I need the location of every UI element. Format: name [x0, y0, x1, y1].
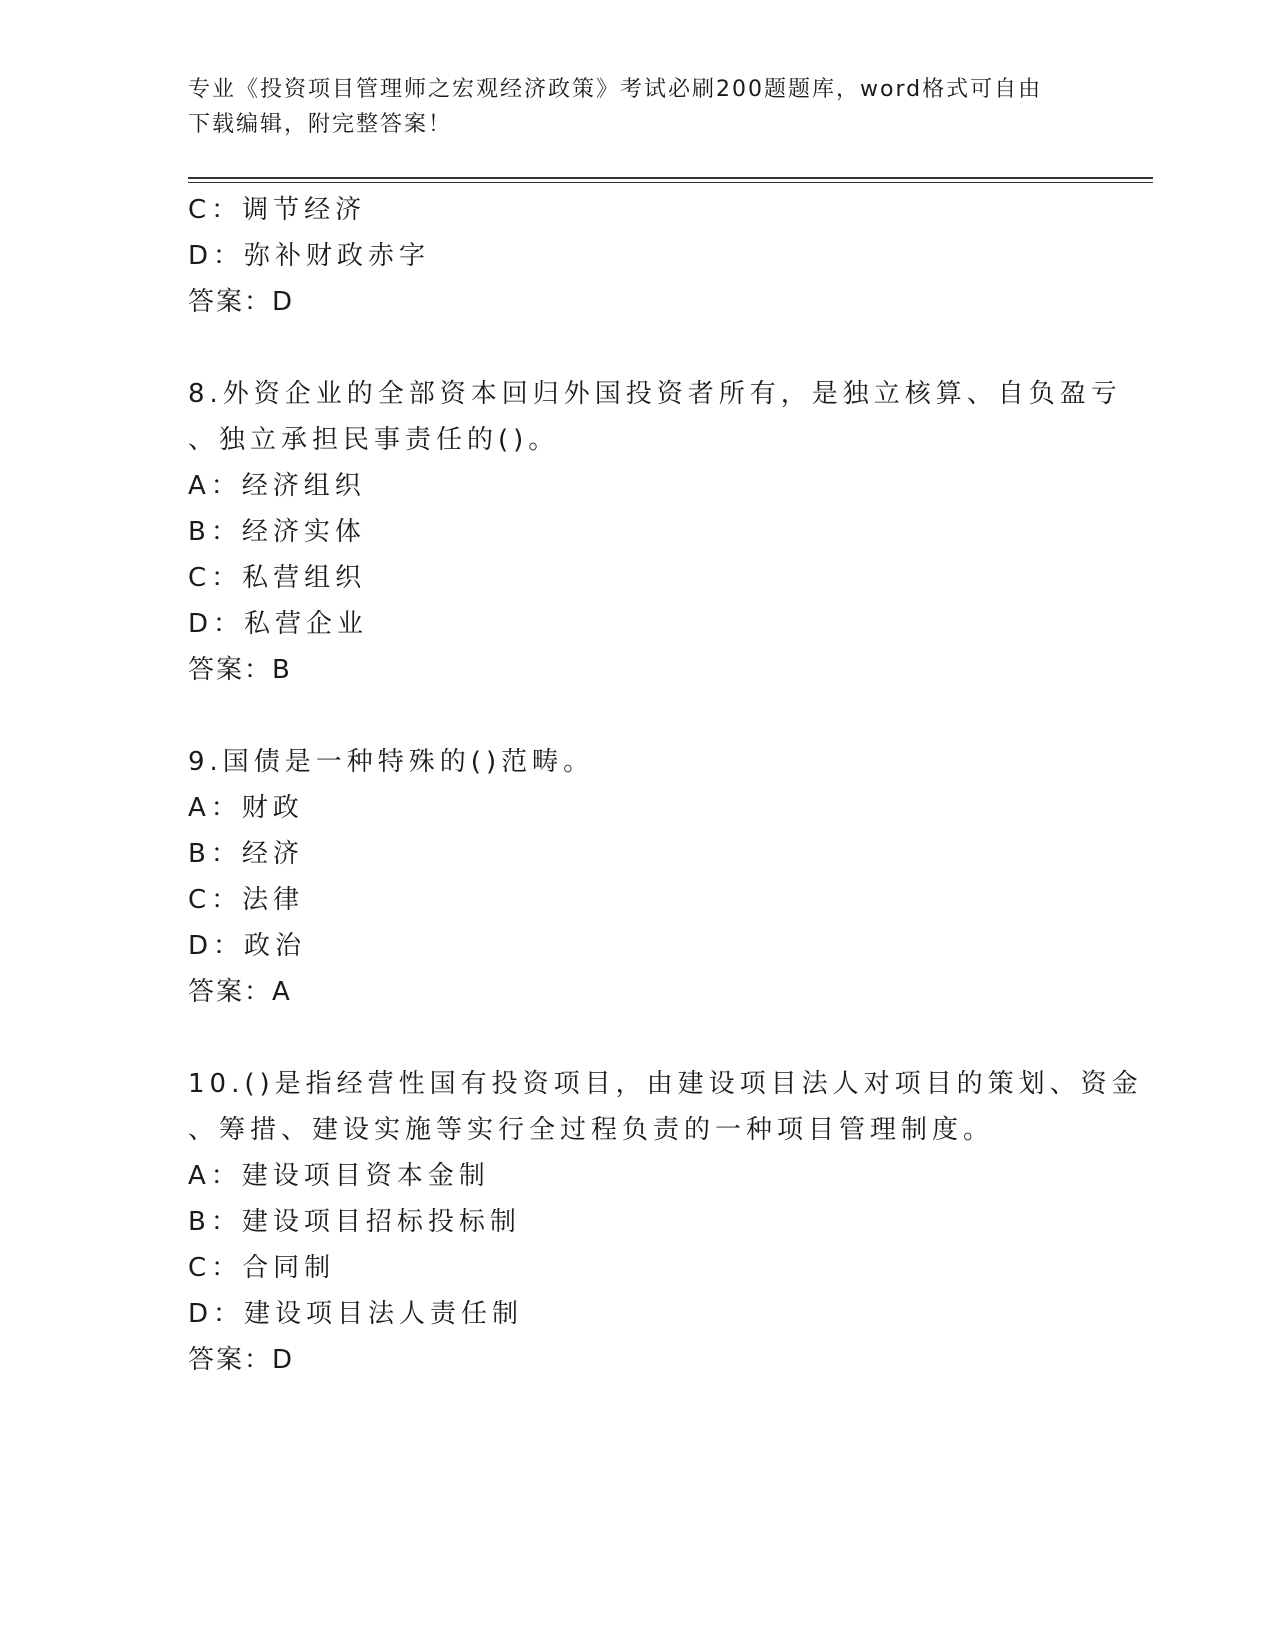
question-7-tail [188, 187, 1088, 325]
option-c: C：私营组织 [188, 563, 367, 593]
option-a: A：财政 [188, 793, 304, 823]
question-stem: 8.外资企业的全部资本回归外国投资者所有，是独立核算、自负盈亏 [188, 379, 1122, 409]
document-header [188, 72, 1088, 142]
header-line-2: 下载编辑，附完整答案！ [188, 112, 453, 137]
option-b: B：经济 [188, 839, 304, 869]
option-d: D：建设项目法人责任制 [188, 1299, 524, 1329]
question-9 [188, 739, 1088, 1015]
answer: 答案：D [188, 287, 295, 317]
option-c: C：调节经济 [188, 195, 367, 225]
question-stem-continued: 、筹措、建设实施等实行全过程负责的一种项目管理制度。 [188, 1115, 995, 1145]
question-stem: 9.国债是一种特殊的()范畴。 [188, 747, 595, 777]
option-d: D：政治 [188, 931, 307, 961]
header-line-1: 专业《投资项目管理师之宏观经济政策》考试必刷200题题库，word格式可自由 [188, 77, 1043, 102]
question-8 [188, 371, 1122, 693]
question-stem-continued: 、独立承担民事责任的()。 [188, 425, 560, 455]
option-b: B：经济实体 [188, 517, 366, 547]
option-d: D：弥补财政赤字 [188, 241, 431, 271]
answer: 答案：D [188, 1345, 295, 1375]
answer: 答案：B [188, 655, 292, 685]
option-c: C：法律 [188, 885, 305, 915]
option-c: C：合同制 [188, 1253, 336, 1283]
option-a: A：建设项目资本金制 [188, 1161, 490, 1191]
header-divider-thin [188, 182, 1153, 183]
header-divider-thick [188, 177, 1153, 179]
option-a: A：经济组织 [188, 471, 366, 501]
answer: 答案：A [188, 977, 292, 1007]
option-b: B：建设项目招标投标制 [188, 1207, 521, 1237]
option-d: D：私营企业 [188, 609, 369, 639]
question-stem: 10.()是指经营性国有投资项目，由建设项目法人对项目的策划、资金 [188, 1069, 1143, 1099]
question-list [188, 187, 1143, 1383]
question-10 [188, 1061, 1143, 1383]
